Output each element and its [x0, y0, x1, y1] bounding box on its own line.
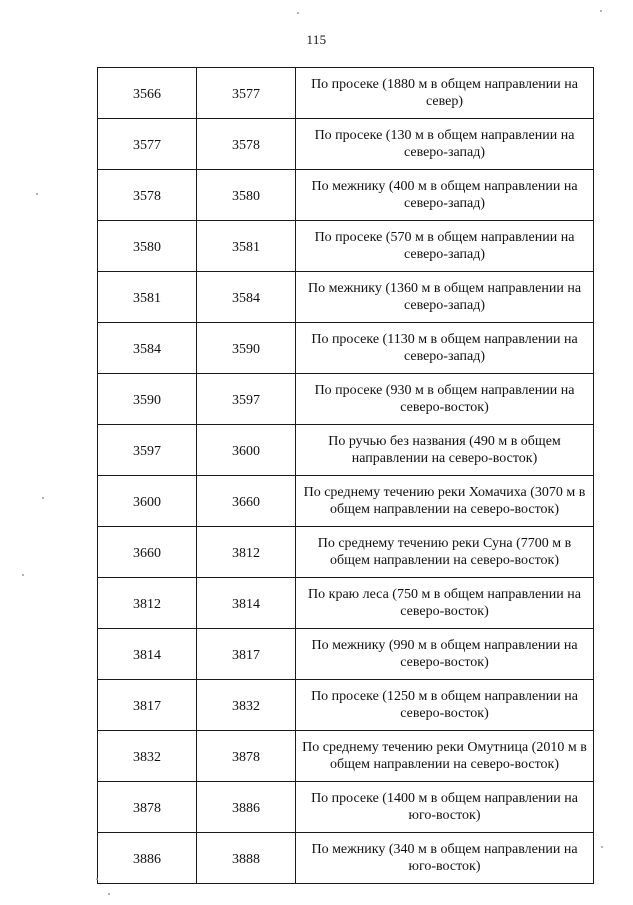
boundary-description-cell: По среднему течению реки Омутница (2010 м в общем направлении на северо-восток): [296, 731, 594, 782]
scan-speck: [601, 846, 603, 848]
to-point-cell: 3814: [197, 578, 296, 629]
boundary-description-cell: По просеке (1130 м в общем направлении на северо-запад): [296, 323, 594, 374]
boundary-description-cell: По просеке (930 м в общем направлении на северо-восток): [296, 374, 594, 425]
to-point-cell: 3597: [197, 374, 296, 425]
to-point-cell: 3660: [197, 476, 296, 527]
table-row: [98, 425, 594, 476]
table-row: [98, 476, 594, 527]
boundary-description-cell: По среднему течению реки Хомачиха (3070 м в общем направлении на северо-восток): [296, 476, 594, 527]
to-point-cell: 3886: [197, 782, 296, 833]
from-point-cell: 3566: [98, 68, 197, 119]
table-row: [98, 374, 594, 425]
boundary-description-cell: По межнику (340 м в общем направлении на юго-восток): [296, 833, 594, 884]
from-point-cell: 3580: [98, 221, 197, 272]
boundary-description-cell: По просеке (1400 м в общем направлении на юго-восток): [296, 782, 594, 833]
to-point-cell: 3600: [197, 425, 296, 476]
from-point-cell: 3578: [98, 170, 197, 221]
table-row: [98, 629, 594, 680]
table-row: [98, 527, 594, 578]
table-row: [98, 782, 594, 833]
table-row: [98, 221, 594, 272]
to-point-cell: 3577: [197, 68, 296, 119]
table-row: [98, 323, 594, 374]
from-point-cell: 3584: [98, 323, 197, 374]
from-point-cell: 3817: [98, 680, 197, 731]
boundary-description-cell: По ручью без названия (490 м в общем направлении на северо-восток): [296, 425, 594, 476]
from-point-cell: 3878: [98, 782, 197, 833]
from-point-cell: 3832: [98, 731, 197, 782]
from-point-cell: 3581: [98, 272, 197, 323]
to-point-cell: 3578: [197, 119, 296, 170]
to-point-cell: 3590: [197, 323, 296, 374]
from-point-cell: 3600: [98, 476, 197, 527]
to-point-cell: 3581: [197, 221, 296, 272]
to-point-cell: 3817: [197, 629, 296, 680]
to-point-cell: 3580: [197, 170, 296, 221]
to-point-cell: 3878: [197, 731, 296, 782]
page-number: 115: [306, 32, 327, 47]
table-row: [98, 833, 594, 884]
boundary-description-cell: По краю леса (750 м в общем направлении на северо-восток): [296, 578, 594, 629]
from-point-cell: 3577: [98, 119, 197, 170]
table-row: [98, 170, 594, 221]
scan-speck: [36, 193, 38, 195]
boundary-description-cell: По просеке (570 м в общем направлении на северо-запад): [296, 221, 594, 272]
boundary-table: [97, 67, 594, 884]
boundary-description-cell: По межнику (400 м в общем направлении на северо-запад): [296, 170, 594, 221]
to-point-cell: 3832: [197, 680, 296, 731]
table-row: [98, 680, 594, 731]
table-row: [98, 731, 594, 782]
table-body: [98, 68, 594, 884]
table-row: [98, 119, 594, 170]
scan-speck: [42, 497, 44, 499]
scan-speck: [22, 574, 24, 576]
scan-speck: [96, 878, 98, 880]
table-row: [98, 578, 594, 629]
to-point-cell: 3584: [197, 272, 296, 323]
scan-speck: [108, 893, 110, 895]
from-point-cell: 3590: [98, 374, 197, 425]
boundary-description-cell: По межнику (1360 м в общем направлении на северо-запад): [296, 272, 594, 323]
from-point-cell: 3597: [98, 425, 197, 476]
from-point-cell: 3660: [98, 527, 197, 578]
to-point-cell: 3812: [197, 527, 296, 578]
from-point-cell: 3814: [98, 629, 197, 680]
table-row: [98, 272, 594, 323]
boundary-description-cell: По межнику (990 м в общем направлении на северо-восток): [296, 629, 594, 680]
boundary-description-cell: По среднему течению реки Суна (7700 м в общем направлении на северо-восток): [296, 527, 594, 578]
scan-speck: [600, 10, 602, 12]
boundary-description-cell: По просеке (130 м в общем направлении на северо-запад): [296, 119, 594, 170]
to-point-cell: 3888: [197, 833, 296, 884]
from-point-cell: 3886: [98, 833, 197, 884]
boundary-description-cell: По просеке (1250 м в общем направлении на северо-восток): [296, 680, 594, 731]
from-point-cell: 3812: [98, 578, 197, 629]
boundary-description-cell: По просеке (1880 м в общем направлении на север): [296, 68, 594, 119]
table-row: [98, 68, 594, 119]
scan-speck: [297, 12, 299, 14]
